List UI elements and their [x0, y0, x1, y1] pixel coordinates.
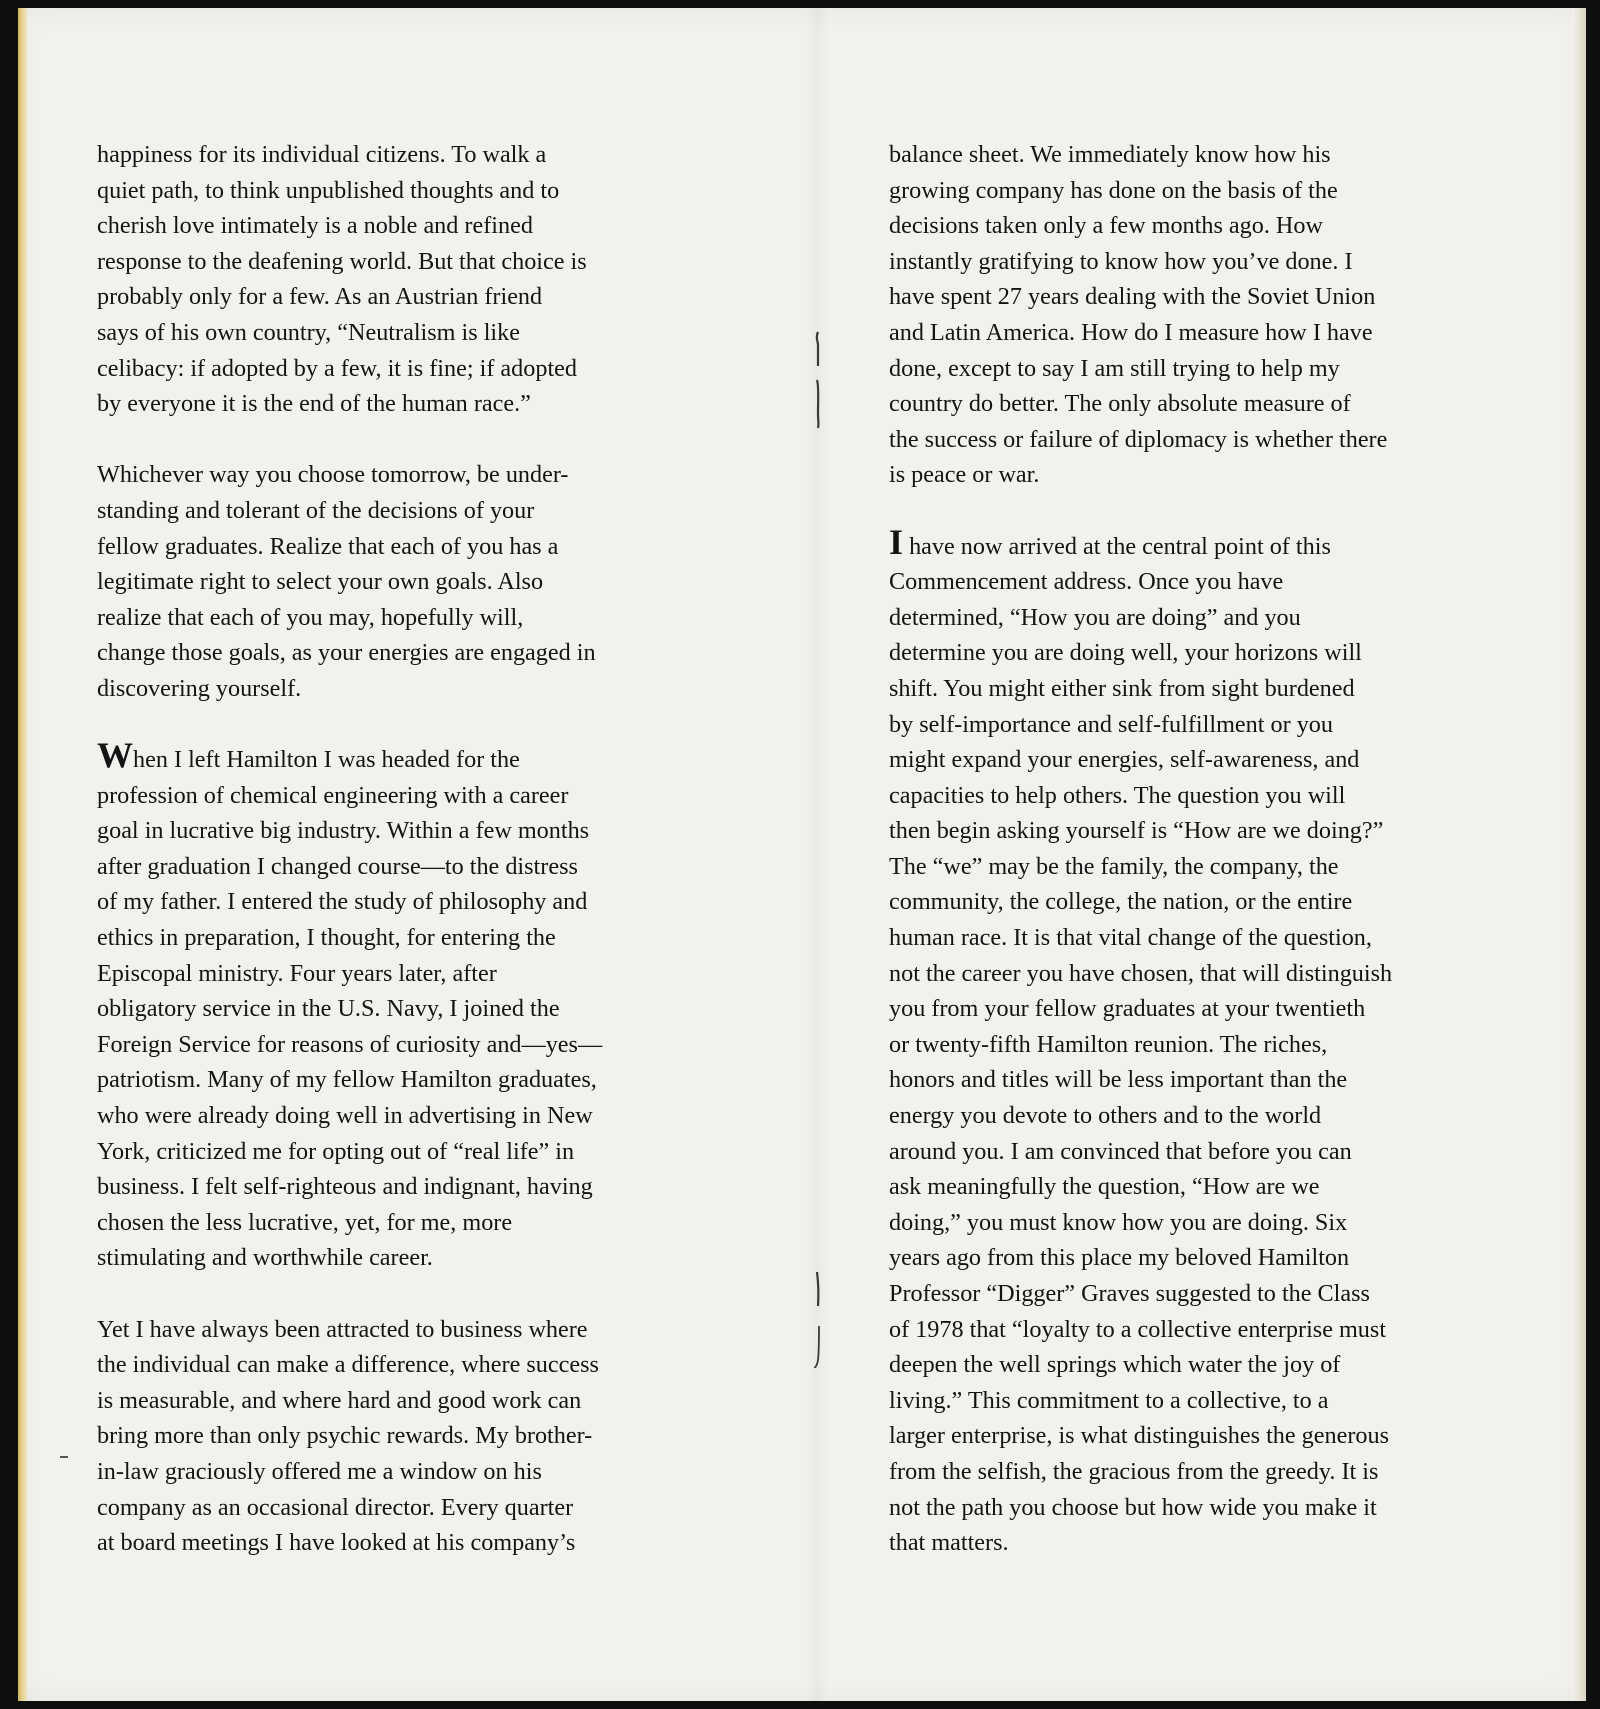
text-line: growing company has done on the basis of the [889, 176, 1338, 204]
paragraph-1 [97, 137, 737, 422]
text-line: The “we” may be the family, the company, the [889, 852, 1339, 880]
text-line: profession of chemical engineering with a career [97, 781, 569, 809]
text-line: the success or failure of diplomacy is whether there [889, 425, 1388, 453]
paragraph-3 [97, 735, 737, 1276]
text-line: determine you are doing well, your horizons will [889, 639, 1362, 667]
text-line: determined, “How you are doing” and you [889, 603, 1301, 631]
right-page-column [889, 137, 1529, 1596]
text-line: legitimate right to select your own goals. Also [97, 568, 544, 596]
booklet-spread [18, 8, 1586, 1701]
text-line: probably only for a few. As an Austrian friend [97, 283, 543, 311]
staple-bottom [814, 1270, 822, 1370]
text-line: bring more than only psychic rewards. My brother- [97, 1422, 593, 1450]
text-line: is measurable, and where hard and good work can [97, 1386, 582, 1414]
text-line: patriotism. Many of my fellow Hamilton graduates, [97, 1066, 597, 1094]
text-line: at board meetings I have looked at his company’s [97, 1529, 576, 1557]
text-line: happiness for its individual citizens. To walk a [97, 141, 547, 168]
text-line: fellow graduates. Realize that each of you has a [97, 532, 559, 560]
text-line: living.” This commitment to a collective, to a [889, 1386, 1329, 1414]
text-line: Yet I have always been attracted to business where [97, 1315, 588, 1343]
text-line: standing and tolerant of the decisions of your [97, 496, 535, 524]
text-line: the individual can make a difference, where success [97, 1351, 599, 1379]
text-line: of 1978 that “loyalty to a collective enterprise must [889, 1315, 1387, 1343]
text-line: obligatory service in the U.S. Navy, I joined the [97, 995, 560, 1023]
staple-top [814, 330, 822, 430]
center-fold [806, 8, 828, 1701]
text-line: change those goals, as your energies are engaged in [97, 639, 596, 667]
page-edge-left [18, 8, 27, 1701]
text-line: not the career you have chosen, that will distinguish [889, 959, 1393, 987]
text-line: honors and titles will be less important than the [889, 1066, 1348, 1094]
paragraph-4 [97, 1312, 737, 1561]
text-line: cherish love intimately is a noble and refined [97, 212, 533, 240]
text-line: goal in lucrative big industry. Within a few months [97, 817, 590, 845]
paragraph-5 [889, 137, 1529, 493]
text-line: have spent 27 years dealing with the Soviet Union [889, 283, 1376, 311]
text-line: chosen the less lucrative, yet, for me, more [97, 1208, 513, 1236]
text-line: Commencement address. Once you have [889, 568, 1284, 596]
text-line: discovering yourself. [97, 674, 302, 702]
text-line: stimulating and worthwhile career. [97, 1244, 433, 1272]
text-line: says of his own country, “Neutralism is like [97, 318, 520, 346]
text-line: of my father. I entered the study of philosophy and [97, 888, 588, 916]
text-line: shift. You might either sink from sight burdened [889, 674, 1355, 702]
text-line [889, 521, 1529, 565]
paragraph-6 [889, 521, 1529, 1561]
text-line: Foreign Service for reasons of curiosity and—yes— [97, 1030, 603, 1058]
drop-cap: I [889, 521, 904, 562]
text-line: York, criticized me for opting out of “real life” in [97, 1137, 575, 1165]
text-line: instantly gratifying to know how you’ve done. I [889, 247, 1353, 275]
text-line: by everyone it is the end of the human race.” [97, 390, 531, 418]
text-line: you from your fellow graduates at your twentieth [889, 995, 1366, 1023]
text-line: Whichever way you choose tomorrow, be under- [97, 461, 569, 489]
text-line: ask meaningfully the question, “How are we [889, 1173, 1320, 1201]
text-line: energy you devote to others and to the world [889, 1102, 1322, 1130]
drop-cap: W [97, 735, 133, 776]
text-line: or twenty-fifth Hamilton reunion. The riches, [889, 1030, 1328, 1058]
text-line: celibacy: if adopted by a few, it is fine; if adopted [97, 354, 577, 382]
text-line: quiet path, to think unpublished thoughts and to [97, 176, 560, 204]
text-line: larger enterprise, is what distinguishes the generous [889, 1422, 1389, 1450]
text-line: company as an occasional director. Every quarter [97, 1493, 574, 1521]
text-line: decisions taken only a few months ago. How [889, 212, 1323, 240]
text-line: community, the college, the nation, or the entire [889, 888, 1353, 916]
text-line-rest: have now arrived at the central point of this [903, 532, 1331, 560]
text-line: years ago from this place my beloved Hamilton [889, 1244, 1350, 1272]
text-line: then begin asking yourself is “How are we doing?” [889, 817, 1384, 845]
text-line: response to the deafening world. But that choice is [97, 247, 587, 275]
text-line: that matters. [889, 1529, 1009, 1557]
text-line: and Latin America. How do I measure how I have [889, 318, 1373, 346]
text-line: business. I felt self-righteous and indignant, having [97, 1173, 593, 1201]
text-line: after graduation I changed course—to the distress [97, 852, 578, 880]
text-line: capacities to help others. The question you will [889, 781, 1346, 809]
text-line: not the path you choose but how wide you make it [889, 1493, 1377, 1521]
paragraph-2 [97, 457, 737, 706]
text-line: done, except to say I am still trying to help my [889, 354, 1340, 382]
text-line: from the selfish, the gracious from the greedy. It is [889, 1457, 1379, 1485]
text-line: might expand your energies, self-awareness, and [889, 746, 1360, 774]
text-line: human race. It is that vital change of the question, [889, 924, 1372, 952]
text-line: balance sheet. We immediately know how his [889, 141, 1331, 168]
text-line: is peace or war. [889, 461, 1040, 489]
text-line [97, 735, 737, 778]
page-edge-right [1572, 8, 1586, 1701]
text-line: realize that each of you may, hopefully will, [97, 603, 524, 631]
text-line: ethics in preparation, I thought, for entering the [97, 924, 556, 952]
text-line: Professor “Digger” Graves suggested to the Class [889, 1280, 1370, 1307]
text-line: Episcopal ministry. Four years later, after [97, 959, 497, 987]
text-line: country do better. The only absolute measure of [889, 390, 1351, 418]
text-line: who were already doing well in advertising in New [97, 1102, 593, 1130]
text-line: around you. I am convinced that before you can [889, 1137, 1352, 1165]
left-page-column [97, 137, 737, 1596]
text-line: in-law graciously offered me a window on his [97, 1457, 542, 1485]
text-line: by self-importance and self-fulfillment or you [889, 710, 1333, 738]
margin-tick-mark [60, 1456, 68, 1458]
text-line: deepen the well springs which water the joy of [889, 1351, 1341, 1379]
text-line-rest: hen I left Hamilton I was headed for the [133, 746, 520, 774]
text-line: doing,” you must know how you are doing. Six [889, 1208, 1348, 1236]
